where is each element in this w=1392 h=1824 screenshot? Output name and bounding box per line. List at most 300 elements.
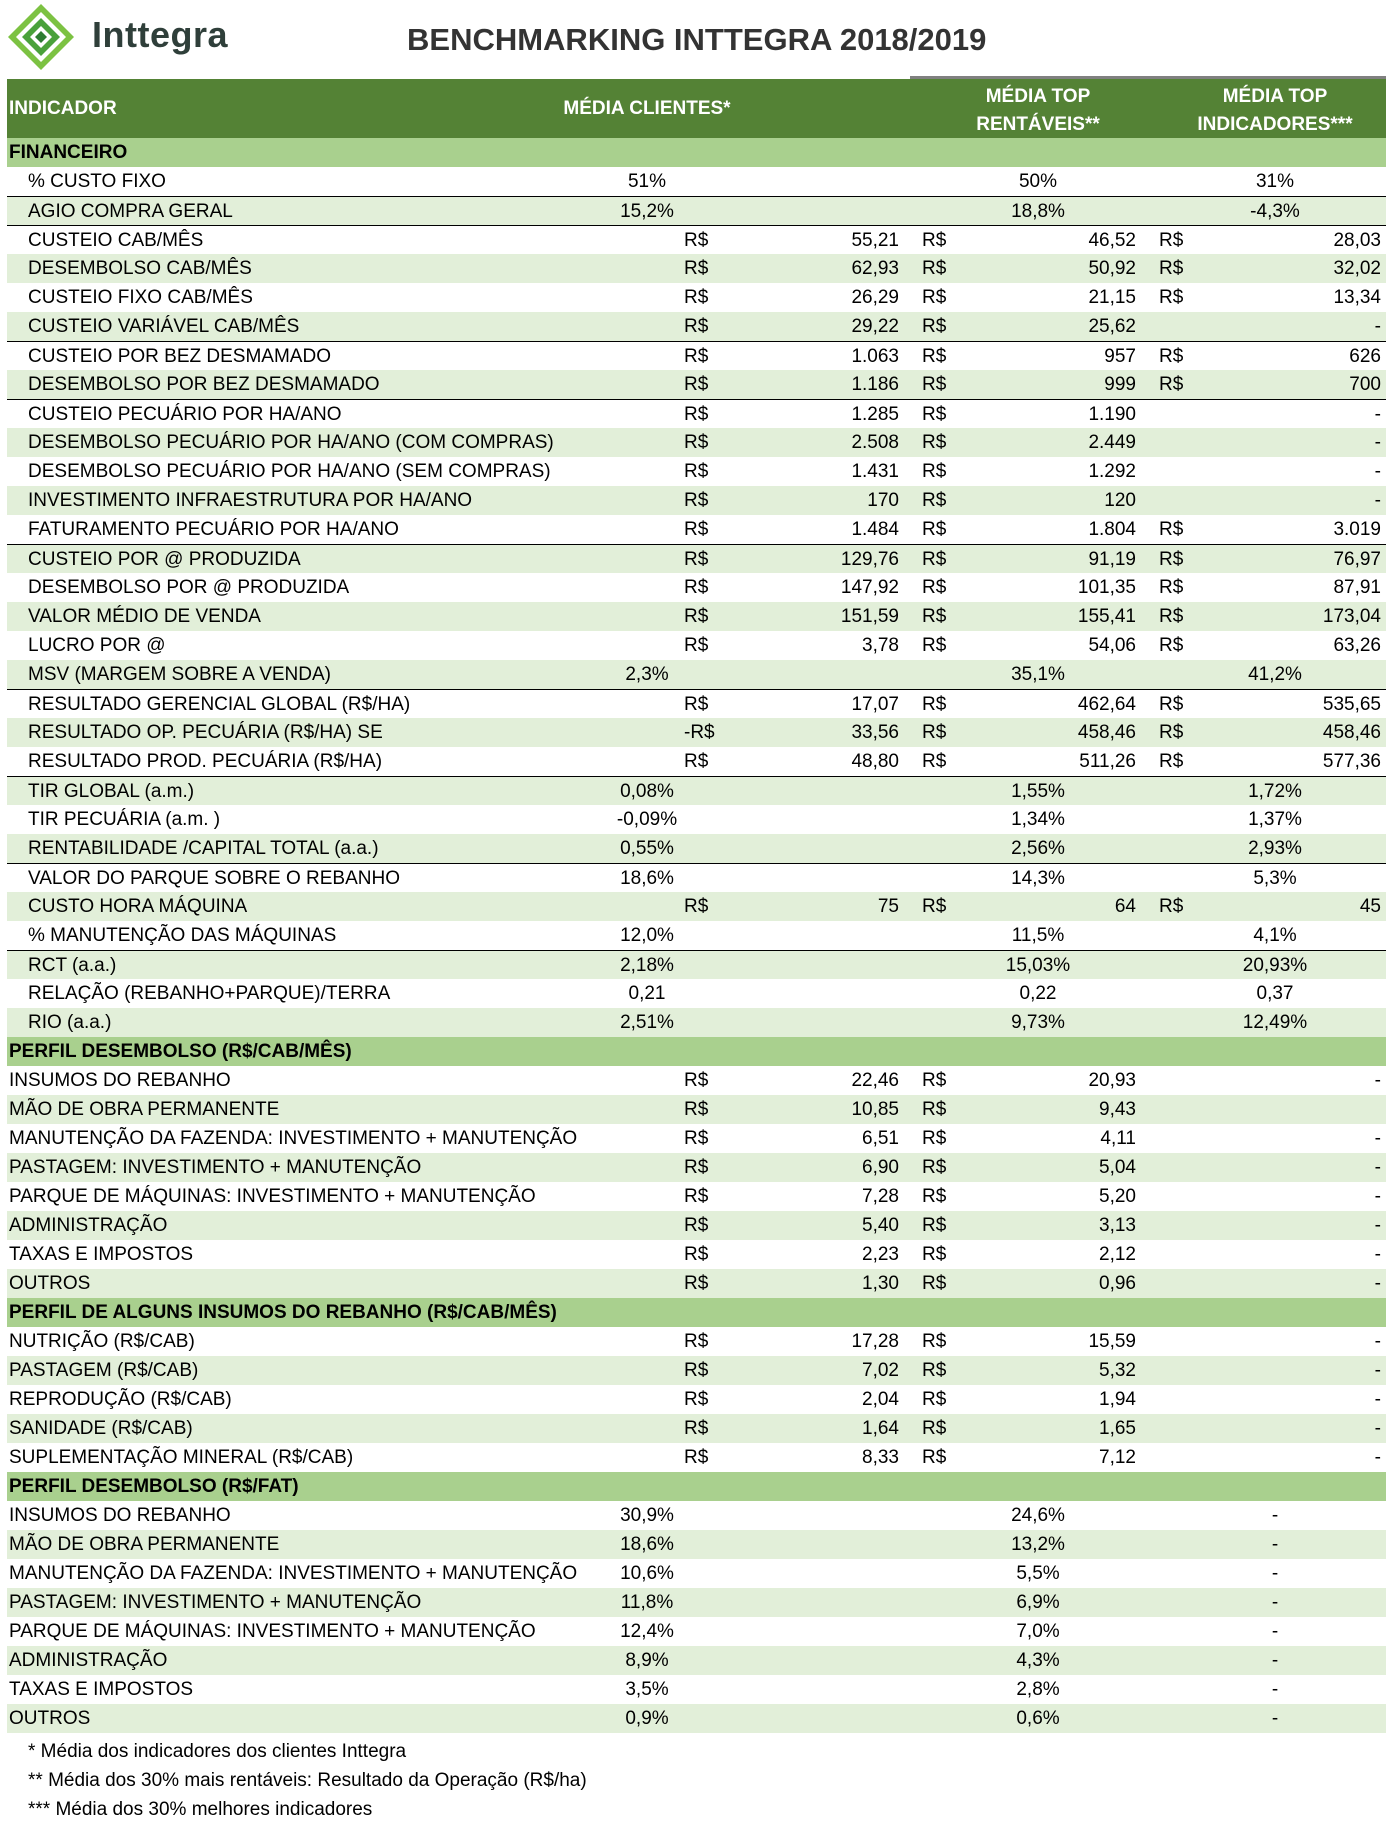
row-label: CUSTEIO POR @ PRODUZIDA [28,549,301,570]
currency-symbol: R$ [922,751,947,772]
value-col1: 8,33 [862,1447,899,1468]
currency-symbol: R$ [922,1360,947,1381]
value-col2: 18,8% [1011,201,1065,222]
row-label: TAXAS E IMPOSTOS [9,1244,194,1265]
currency-symbol: R$ [1159,549,1184,570]
row-label: MANUTENÇÃO DA FAZENDA: INVESTIMENTO + MANUTENÇÃO [9,1563,578,1584]
row-label: DESEMBOLSO POR @ PRODUZIDA [28,577,350,598]
value-col3: - [1374,1157,1381,1178]
currency-symbol: R$ [684,1244,709,1265]
value-col2: 462,64 [1077,694,1136,715]
currency-symbol: R$ [684,1331,709,1352]
table-row [7,254,1386,283]
row-label: AGIO COMPRA GERAL [28,201,233,222]
header-col2-line1: MÉDIA TOP [985,86,1091,107]
value-col1: 170 [867,490,899,511]
currency-symbol: R$ [684,1215,709,1236]
table-row [7,1356,1386,1385]
value-col2: 1,94 [1099,1389,1136,1410]
value-col1: 2,18% [620,955,674,976]
value-col3: - [1374,1244,1381,1265]
value-col2: 46,52 [1088,230,1136,251]
footnote-rentaveis: ** Média dos 30% mais rentáveis: Resultado da Operação (R$/ha) [28,1770,587,1791]
currency-symbol: R$ [922,432,947,453]
value-col2: 20,93 [1088,1070,1136,1091]
table-row [7,1066,1386,1095]
value-col3: -4,3% [1250,201,1300,222]
currency-symbol: R$ [684,1070,709,1091]
value-col2: 511,26 [1079,751,1136,772]
value-col3: 31% [1255,171,1295,192]
row-label: MÃO DE OBRA PERMANENTE [9,1099,280,1120]
currency-symbol: R$ [684,577,709,598]
row-label: FATURAMENTO PECUÁRIO POR HA/ANO [28,519,399,540]
value-col1: 75 [877,896,899,917]
value-col3: 12,49% [1242,1012,1308,1033]
value-col1: 62,93 [851,258,899,279]
currency-symbol: R$ [922,490,947,511]
table-row [7,1617,1386,1646]
table-row [7,1443,1386,1472]
value-col1: 2,3% [625,664,669,685]
row-label: PARQUE DE MÁQUINAS: INVESTIMENTO + MANUTENÇÃO [9,1621,536,1642]
value-col3: 63,26 [1333,635,1381,656]
table-row [7,892,1386,921]
currency-symbol: -R$ [684,722,715,743]
value-col3: - [1374,1331,1381,1352]
value-col1: 26,29 [851,287,899,308]
section-title: PERFIL DE ALGUNS INSUMOS DO REBANHO (R$/CAB/MÊS) [9,1302,557,1323]
table-row [7,486,1386,515]
row-label: DESEMBOLSO PECUÁRIO POR HA/ANO (COM COMPRAS) [28,432,554,453]
row-label: OUTROS [9,1273,91,1294]
table-row [7,225,1386,254]
value-col1: 12,0% [620,925,674,946]
value-col3: - [1374,404,1381,425]
value-col2: 11,5% [1011,925,1065,946]
currency-symbol: R$ [922,404,947,425]
value-col3: 13,34 [1333,287,1381,308]
value-col2: 50% [1018,171,1058,192]
value-col2: 4,11 [1100,1128,1136,1149]
value-col2: 120 [1104,490,1136,511]
value-col2: 21,15 [1088,287,1136,308]
value-col3: 458,46 [1322,722,1381,743]
value-col3: - [1374,1215,1381,1236]
value-col3: 32,02 [1333,258,1381,279]
value-col1: 17,28 [851,1331,899,1352]
value-col2: 2,8% [1016,1679,1060,1700]
value-col1: 3,5% [625,1679,669,1700]
value-col3: - [1374,1070,1381,1091]
currency-symbol: R$ [922,461,947,482]
value-col1: 1.186 [851,374,899,395]
value-col2: 999 [1104,374,1136,395]
currency-symbol: R$ [684,1389,709,1410]
row-label: ADMINISTRAÇÃO [9,1215,168,1236]
value-col2: 2.449 [1088,432,1136,453]
row-label: INSUMOS DO REBANHO [9,1070,231,1091]
row-label: PASTAGEM (R$/CAB) [9,1360,199,1381]
value-col1: 17,07 [851,694,899,715]
value-col1: 55,21 [851,230,899,251]
table-row [7,1327,1386,1356]
currency-symbol: R$ [684,230,709,251]
currency-symbol: R$ [684,374,709,395]
currency-symbol: R$ [922,1157,947,1178]
header-indicator: INDICADOR [9,98,117,119]
currency-symbol: R$ [684,1418,709,1439]
value-col3: 76,97 [1333,549,1381,570]
value-col1: 1.431 [851,461,899,482]
value-col3: - [1374,1360,1381,1381]
currency-symbol: R$ [684,461,709,482]
footnotes [28,1737,587,1824]
row-label: NUTRIÇÃO (R$/CAB) [9,1331,195,1352]
value-col3: - [1271,1708,1279,1729]
currency-symbol: R$ [922,1331,947,1352]
value-col3: 577,36 [1322,751,1381,772]
row-label: CUSTEIO POR BEZ DESMAMADO [28,346,331,367]
table-row [7,689,1386,718]
row-label: LUCRO POR @ [28,635,166,656]
value-col2: 155,41 [1077,606,1136,627]
value-col1: 0,9% [625,1708,669,1729]
table-row [7,544,1386,573]
row-label: VALOR MÉDIO DE VENDA [28,606,261,627]
row-label: PASTAGEM: INVESTIMENTO + MANUTENÇÃO [9,1592,422,1613]
row-label: RENTABILIDADE /CAPITAL TOTAL (a.a.) [28,838,379,859]
value-col1: 2,23 [862,1244,899,1265]
table-row [7,1240,1386,1269]
page-header [0,0,1392,78]
row-label: RESULTADO GERENCIAL GLOBAL (R$/HA) [28,694,411,715]
value-col3: - [1374,490,1381,511]
value-col1: 30,9% [620,1505,674,1526]
value-col1: 7,02 [862,1360,899,1381]
value-col2: 0,6% [1016,1708,1060,1729]
row-label: INSUMOS DO REBANHO [9,1505,231,1526]
row-label: MÃO DE OBRA PERMANENTE [9,1534,280,1555]
currency-symbol: R$ [684,1186,709,1207]
table-header [7,79,1386,138]
value-col3: 41,2% [1248,664,1302,685]
table-row [7,921,1386,950]
currency-symbol: R$ [684,1273,709,1294]
row-label: CUSTEIO FIXO CAB/MÊS [28,287,253,308]
table-row [7,1153,1386,1182]
currency-symbol: R$ [922,722,947,743]
header-media-clientes: MÉDIA CLIENTES* [563,98,731,119]
benchmark-table-body [7,138,1386,1733]
row-label: % MANUTENÇÃO DAS MÁQUINAS [28,925,337,946]
table-row [7,718,1386,747]
table-row [7,196,1386,225]
currency-symbol: R$ [684,490,709,511]
section-header [7,1298,1386,1327]
footnote-indicadores: *** Média dos 30% melhores indicadores [28,1799,373,1820]
value-col3: 28,03 [1333,230,1381,251]
table-row [7,1182,1386,1211]
value-col2: 7,12 [1099,1447,1136,1468]
value-col3: - [1271,1650,1279,1671]
table-row [7,1385,1386,1414]
section-title: PERFIL DESEMBOLSO (R$/FAT) [9,1476,299,1497]
table-row [7,283,1386,312]
value-col3: 4,1% [1253,925,1297,946]
table-row [7,1269,1386,1298]
value-col2: 35,1% [1011,664,1065,685]
value-col1: 0,08% [620,781,674,802]
row-label: TAXAS E IMPOSTOS [9,1679,194,1700]
value-col2: 7,0% [1016,1621,1060,1642]
row-label: CUSTEIO CAB/MÊS [28,230,204,251]
table-row [7,602,1386,631]
value-col3: 5,3% [1253,868,1297,889]
value-col1: 1,30 [862,1273,899,1294]
currency-symbol: R$ [922,519,947,540]
currency-symbol: R$ [922,287,947,308]
table-row [7,747,1386,776]
currency-symbol: R$ [922,1447,947,1468]
section-title: FINANCEIRO [9,142,128,163]
currency-symbol: R$ [922,1418,947,1439]
value-col1: 10,6% [620,1563,674,1584]
currency-symbol: R$ [684,549,709,570]
row-label: DESEMBOLSO POR BEZ DESMAMADO [28,374,380,395]
value-col2: 0,96 [1099,1273,1136,1294]
row-label: PARQUE DE MÁQUINAS: INVESTIMENTO + MANUTENÇÃO [9,1186,536,1207]
footnote-clientes: * Média dos indicadores dos clientes Inttegra [28,1741,407,1762]
brand-name: Inttegra [92,14,229,55]
currency-symbol: R$ [1159,694,1184,715]
currency-symbol: R$ [684,1447,709,1468]
value-col3: 2,93% [1248,838,1302,859]
row-label: VALOR DO PARQUE SOBRE O REBANHO [28,868,400,889]
value-col3: 535,65 [1322,694,1381,715]
value-col1: 2,04 [862,1389,899,1410]
table-row [7,863,1386,892]
section-header [7,138,1386,167]
value-col3: 20,93% [1242,955,1308,976]
value-col1: 51% [627,171,667,192]
table-row [7,1501,1386,1530]
value-col2: 54,06 [1088,635,1136,656]
value-col1: 1.285 [851,404,899,425]
currency-symbol: R$ [684,316,709,337]
value-col1: 5,40 [862,1215,899,1236]
row-label: SANIDADE (R$/CAB) [9,1418,193,1439]
header-col3-line2: INDICADORES*** [1197,114,1353,135]
value-col2: 64 [1114,896,1136,917]
currency-symbol: R$ [684,287,709,308]
currency-symbol: R$ [684,346,709,367]
value-col1: 22,46 [851,1070,899,1091]
value-col2: 5,32 [1099,1360,1136,1381]
currency-symbol: R$ [684,635,709,656]
currency-symbol: R$ [922,606,947,627]
table-row [7,776,1386,805]
currency-symbol: R$ [1159,519,1184,540]
currency-symbol: R$ [684,694,709,715]
value-col1: 12,4% [620,1621,674,1642]
value-col2: 24,6% [1011,1505,1065,1526]
currency-symbol: R$ [922,230,947,251]
row-label: TIR GLOBAL (a.m.) [28,781,195,802]
currency-symbol: R$ [684,751,709,772]
currency-symbol: R$ [1159,258,1184,279]
row-label: DESEMBOLSO CAB/MÊS [28,258,252,279]
value-col1: 18,6% [620,1534,674,1555]
row-label: CUSTEIO VARIÁVEL CAB/MÊS [28,316,300,337]
currency-symbol: R$ [684,258,709,279]
value-col2: 1,55% [1011,781,1065,802]
currency-symbol: R$ [1159,346,1184,367]
currency-symbol: R$ [684,1360,709,1381]
value-col3: - [1271,1563,1279,1584]
value-col1: 7,28 [862,1186,899,1207]
header-col3-line1: MÉDIA TOP [1222,86,1328,107]
value-col3: - [1374,316,1381,337]
currency-symbol: R$ [922,694,947,715]
value-col2: 0,22 [1019,983,1057,1004]
value-col1: 2,51% [620,1012,674,1033]
currency-symbol: R$ [684,606,709,627]
row-label: TIR PECUÁRIA (a.m. ) [28,809,221,830]
value-col2: 1.804 [1088,519,1136,540]
value-col3: - [1271,1679,1279,1700]
value-col3: - [1374,1418,1381,1439]
value-col1: 151,59 [840,606,899,627]
value-col2: 1,65 [1099,1418,1136,1439]
value-col2: 50,92 [1088,258,1136,279]
row-label: CUSTEIO PECUÁRIO POR HA/ANO [28,404,342,425]
currency-symbol: R$ [922,577,947,598]
currency-symbol: R$ [684,896,709,917]
row-label: MSV (MARGEM SOBRE A VENDA) [28,664,331,685]
table-row [7,1211,1386,1240]
table-row [7,660,1386,689]
currency-symbol: R$ [684,404,709,425]
section-header [7,1472,1386,1501]
value-col1: 129,76 [840,549,899,570]
value-col3: - [1374,1186,1381,1207]
table-row [7,834,1386,863]
currency-symbol: R$ [922,896,947,917]
row-label: INVESTIMENTO INFRAESTRUTURA POR HA/ANO [28,490,473,511]
row-label: OUTROS [9,1708,91,1729]
table-row [7,167,1386,196]
value-col2: 14,3% [1011,868,1065,889]
currency-symbol: R$ [1159,606,1184,627]
value-col2: 5,5% [1016,1563,1060,1584]
value-col1: -0,09% [616,809,678,830]
value-col2: 9,43 [1099,1099,1136,1120]
value-col2: 2,12 [1099,1244,1136,1265]
table-row [7,1704,1386,1733]
value-col2: 9,73% [1011,1012,1065,1033]
table-row [7,1646,1386,1675]
value-col2: 25,62 [1088,316,1136,337]
currency-symbol: R$ [684,1157,709,1178]
currency-symbol: R$ [922,1128,947,1149]
table-row [7,805,1386,834]
table-row [7,1675,1386,1704]
value-col2: 91,19 [1088,549,1136,570]
page-title: BENCHMARKING INTTEGRA 2018/2019 [407,22,987,57]
currency-symbol: R$ [922,258,947,279]
value-col3: - [1271,1592,1279,1613]
row-label: CUSTO HORA MÁQUINA [28,896,248,917]
table-row [7,457,1386,486]
header-media-top-indicadores [1125,83,1392,139]
currency-symbol: R$ [922,1389,947,1410]
header-col2-line2: RENTÁVEIS** [976,114,1100,135]
currency-symbol: R$ [1159,896,1184,917]
currency-symbol: R$ [922,1186,947,1207]
value-col3: - [1374,1273,1381,1294]
currency-symbol: R$ [922,1215,947,1236]
value-col3: - [1374,461,1381,482]
value-col1: 6,90 [862,1157,899,1178]
currency-symbol: R$ [684,432,709,453]
value-col1: 10,85 [851,1099,899,1120]
table-row [7,1008,1386,1037]
value-col2: 15,59 [1088,1331,1136,1352]
value-col2: 2,56% [1011,838,1065,859]
table-row [7,1530,1386,1559]
value-col2: 4,3% [1016,1650,1060,1671]
value-col2: 13,2% [1011,1534,1065,1555]
value-col3: 1,72% [1248,781,1302,802]
value-col1: 11,8% [620,1592,674,1613]
table-row [7,1588,1386,1617]
currency-symbol: R$ [1159,751,1184,772]
value-col1: 0,55% [620,838,674,859]
currency-symbol: R$ [922,549,947,570]
row-label: REPRODUÇÃO (R$/CAB) [9,1389,232,1410]
value-col2: 1.292 [1088,461,1136,482]
table-row [7,573,1386,602]
table-row [7,1095,1386,1124]
currency-symbol: R$ [1159,635,1184,656]
value-col1: 3,78 [862,635,899,656]
table-row [7,341,1386,370]
value-col1: 15,2% [620,201,674,222]
value-col1: 29,22 [851,316,899,337]
table-row [7,515,1386,544]
value-col3: - [1271,1534,1279,1555]
table-row [7,312,1386,341]
currency-symbol: R$ [684,1128,709,1149]
currency-symbol: R$ [922,374,947,395]
table-row [7,370,1386,399]
value-col3: 3.019 [1333,519,1381,540]
row-label: RELAÇÃO (REBANHO+PARQUE)/TERRA [28,983,391,1004]
value-col3: - [1271,1505,1279,1526]
value-col3: - [1374,1389,1381,1410]
value-col3: 626 [1349,346,1381,367]
table-row [7,1559,1386,1588]
row-label: SUPLEMENTAÇÃO MINERAL (R$/CAB) [9,1447,354,1468]
value-col2: 1,34% [1011,809,1065,830]
value-col3: - [1271,1621,1279,1642]
value-col1: 1,64 [862,1418,899,1439]
inttegra-logo-icon [6,2,76,72]
currency-symbol: R$ [922,1099,947,1120]
currency-symbol: R$ [922,1070,947,1091]
table-row [7,950,1386,979]
